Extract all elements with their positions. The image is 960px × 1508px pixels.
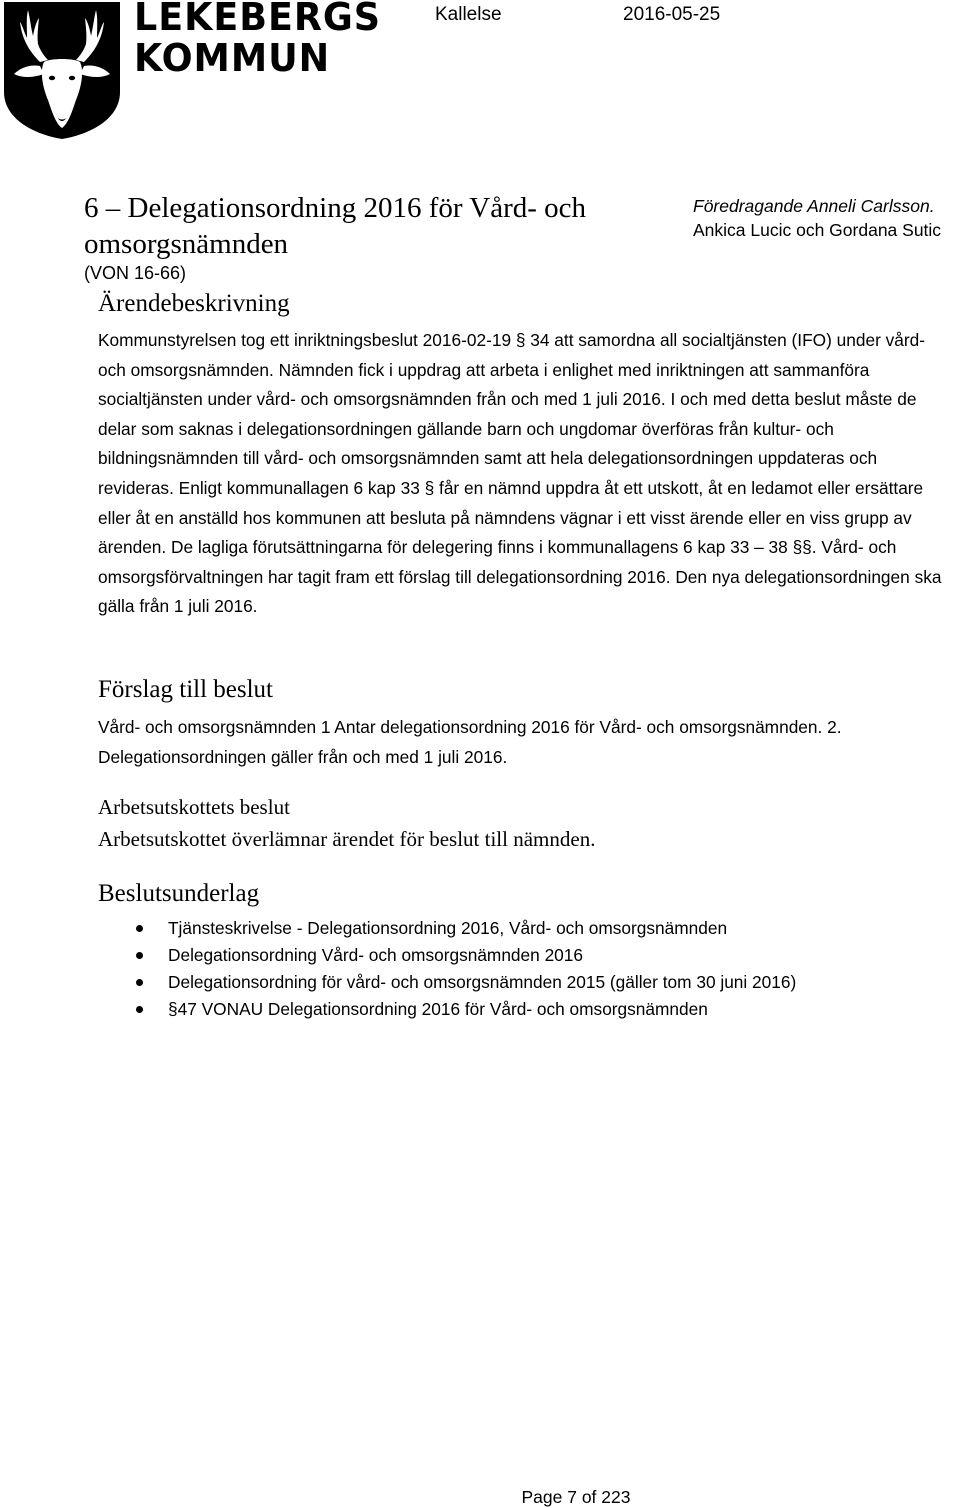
forslag-text: Vård- och omsorgsnämnden 1 Antar delegationsordning 2016 för Vård- och omsorgsnämnden. 2. Delegationsordningen gäller från och med 1 juli 2016.	[98, 717, 842, 767]
list-item	[130, 942, 796, 969]
brand-line-1: LEKEBERGS	[134, 0, 382, 39]
brand-line-2: KOMMUN	[134, 36, 331, 80]
list-item-text: Delegationsordning Vård- och omsorgsnämnden 2016	[168, 945, 584, 965]
presenter-line-2: Ankica Lucic och Gordana Sutic	[693, 220, 942, 240]
municipality-brand	[134, 0, 391, 78]
item-title-line-2: omsorgsnämnden	[84, 228, 289, 260]
list-item	[130, 969, 796, 996]
item-title-line-1: 6 – Delegationsordning 2016 för Vård- och	[84, 192, 587, 224]
section-heading-arendebeskrivning: Ärendebeskrivning	[98, 290, 290, 317]
section-heading-beslutsunderlag: Beslutsunderlag	[98, 880, 260, 907]
page-footer	[0, 1487, 960, 1508]
presenter-line-1: Föredragande Anneli Carlsson.	[693, 196, 935, 216]
item-title	[84, 190, 684, 262]
document-date: 2016-05-25	[623, 4, 721, 25]
bullet-icon	[136, 979, 143, 986]
page-number: Page 7 of 223	[521, 1487, 631, 1507]
document-type: Kallelse	[435, 4, 502, 25]
list-item-text: §47 VONAU Delegationsordning 2016 för Vård- och omsorgsnämnden	[168, 999, 708, 1019]
arbetsutskott-text: Arbetsutskottet överlämnar ärendet för beslut till nämnden.	[98, 827, 596, 851]
bullet-icon	[136, 925, 143, 932]
list-item-text: Delegationsordning för vård- och omsorgsnämnden 2015 (gäller tom 30 juni 2016)	[168, 972, 797, 992]
list-item	[130, 996, 796, 1023]
list-item	[130, 915, 796, 942]
arendebeskrivning-text: Kommunstyrelsen tog ett inriktningsbeslut 2016-02-19 § 34 att samordna all socialtjänsten (IFO) under vård- och omsorgsnämnden. Nämnden fick i uppdrag att arbeta i enlighet med inriktningen att sammanföra socialtjänsten under vård- och omsorgsnämnden från och med 1 juli 2016. I och med detta beslut måste de delar som saknas i delegationsordningen gällande barn och ungdomar överföras från kultur- och bildningsnämnden till vård- och omsorgsnämnden samt att hela delegationsordningen uppdateras och revideras. Enligt kommunallagen 6 kap 33 § får en nämnd uppdra åt ett utskott, åt en ledamot eller ersättare eller åt en anställd hos kommunen att besluta på nämndens vägnar i ett visst ärende eller en viss grupp av ärenden. De lagliga förutsättningarna för delegering finns i kommunallagens 6 kap 33 – 38 §§. Vård- och omsorgsförvaltningen har tagit fram ett förslag till delegationsordning 2016. Den nya delegationsordningen ska gälla från 1 juli 2016.	[98, 330, 942, 617]
presenters	[693, 194, 941, 242]
bullet-icon	[136, 952, 143, 959]
case-number: (VON 16-66)	[84, 263, 187, 283]
municipal-coat-of-arms-logo	[0, 0, 124, 140]
section-heading-arbetsutskott: Arbetsutskottets beslut	[98, 795, 290, 819]
beslutsunderlag-list	[130, 915, 796, 1023]
section-heading-forslag: Förslag till beslut	[98, 676, 273, 703]
bullet-icon	[136, 1006, 143, 1013]
list-item-text: Tjänsteskrivelse - Delegationsordning 2016, Vård- och omsorgsnämnden	[168, 918, 728, 938]
